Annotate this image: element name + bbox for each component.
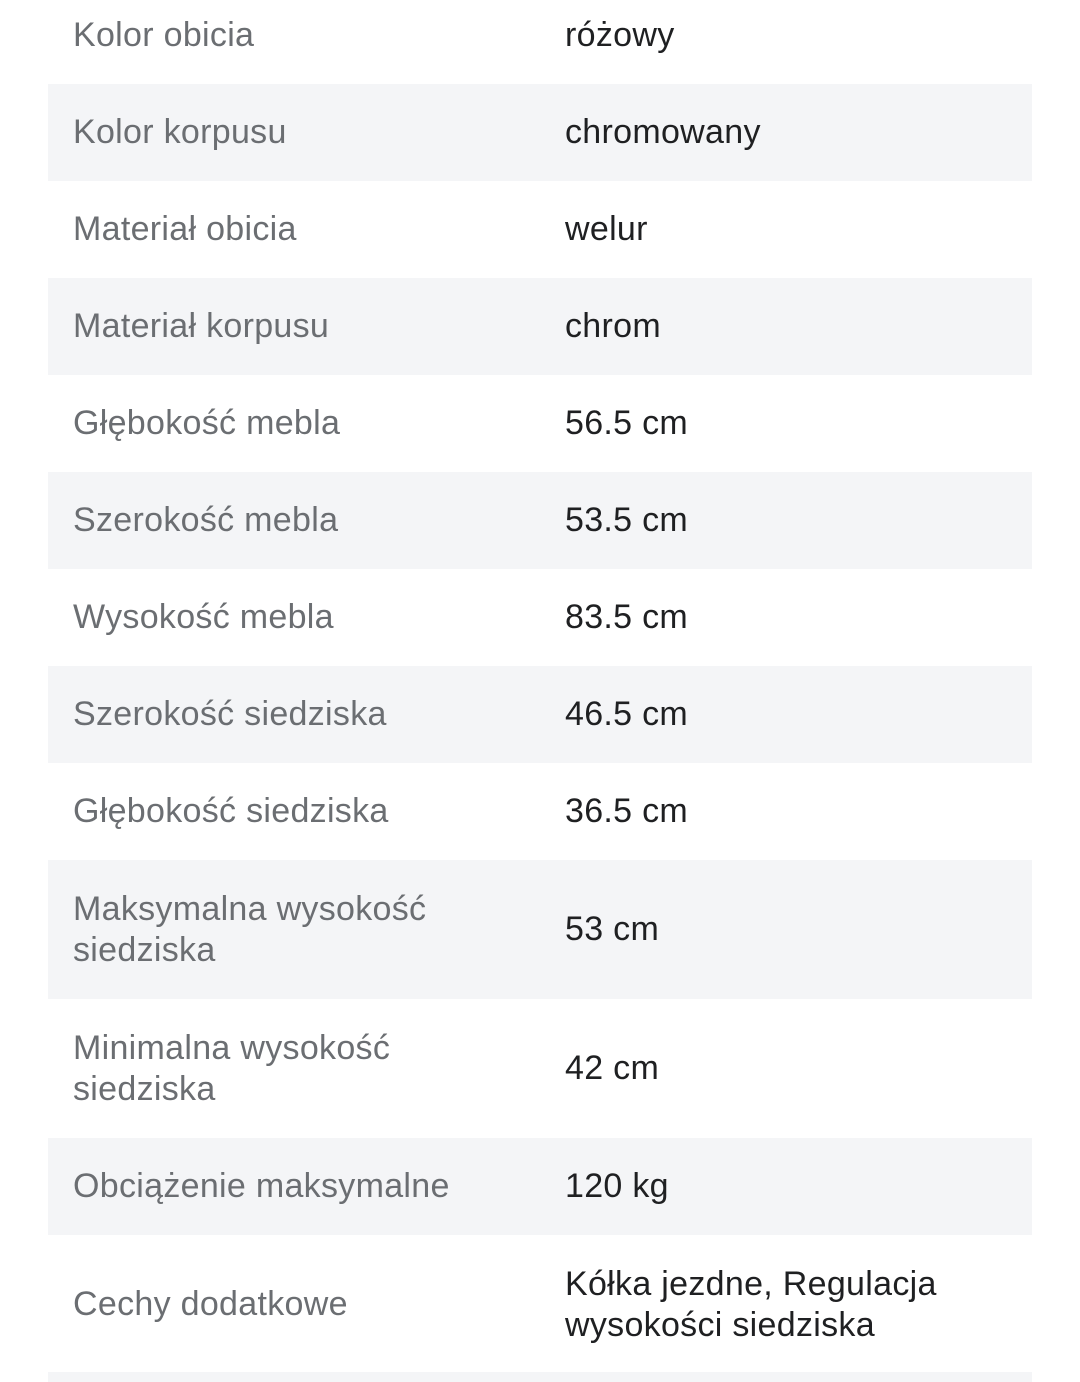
spec-label: Wysokość mebla xyxy=(73,598,334,636)
spec-label: Kolor obicia xyxy=(73,16,255,54)
spec-row-obciazenie-maksymalne xyxy=(48,1138,1032,1235)
spec-value: Kółka jezdne, Regulacja wysokości siedziska xyxy=(565,1264,937,1344)
spec-label: Kolor korpusu xyxy=(73,113,287,151)
spec-row-minimalna-wysokosc-siedziska xyxy=(48,999,1032,1138)
spec-value: 46.5 cm xyxy=(565,695,689,733)
spec-label: Maksymalna wysokość siedziska xyxy=(73,889,427,969)
spec-row-kolor-obicia xyxy=(48,0,1032,84)
spec-row-glebokosc-siedziska xyxy=(48,763,1032,860)
spec-row-szerokosc-siedziska xyxy=(48,666,1032,763)
spec-label: Szerokość mebla xyxy=(73,501,339,539)
spec-label: Minimalna wysokość siedziska xyxy=(73,1028,391,1108)
next-row-edge xyxy=(48,1372,1032,1382)
spec-value: 53 cm xyxy=(565,910,660,948)
spec-value: 36.5 cm xyxy=(565,792,689,830)
spec-value: 56.5 cm xyxy=(565,404,689,442)
spec-row-kolor-korpusu xyxy=(48,84,1032,181)
spec-row-szerokosc-mebla xyxy=(48,472,1032,569)
spec-value: 120 kg xyxy=(565,1167,669,1205)
spec-value: różowy xyxy=(565,16,675,54)
spec-row-material-obicia xyxy=(48,181,1032,278)
spec-row-cechy-dodatkowe xyxy=(48,1235,1032,1374)
spec-label: Szerokość siedziska xyxy=(73,695,387,733)
spec-value: 83.5 cm xyxy=(565,598,689,636)
spec-label: Głębokość mebla xyxy=(73,404,341,442)
spec-row-material-korpusu xyxy=(48,278,1032,375)
spec-label: Materiał obicia xyxy=(73,210,297,248)
spec-label: Głębokość siedziska xyxy=(73,792,389,830)
spec-row-glebokosc-mebla xyxy=(48,375,1032,472)
spec-label: Obciążenie maksymalne xyxy=(73,1167,450,1205)
spec-label: Cechy dodatkowe xyxy=(73,1285,348,1323)
spec-row-maksymalna-wysokosc-siedziska xyxy=(48,860,1032,999)
spec-value: 42 cm xyxy=(565,1049,660,1087)
spec-value: chrom xyxy=(565,307,661,345)
spec-label: Materiał korpusu xyxy=(73,307,330,345)
product-spec-table xyxy=(48,0,1032,1374)
spec-row-wysokosc-mebla xyxy=(48,569,1032,666)
spec-value: chromowany xyxy=(565,113,761,151)
spec-value: welur xyxy=(565,210,648,248)
spec-value: 53.5 cm xyxy=(565,501,689,539)
